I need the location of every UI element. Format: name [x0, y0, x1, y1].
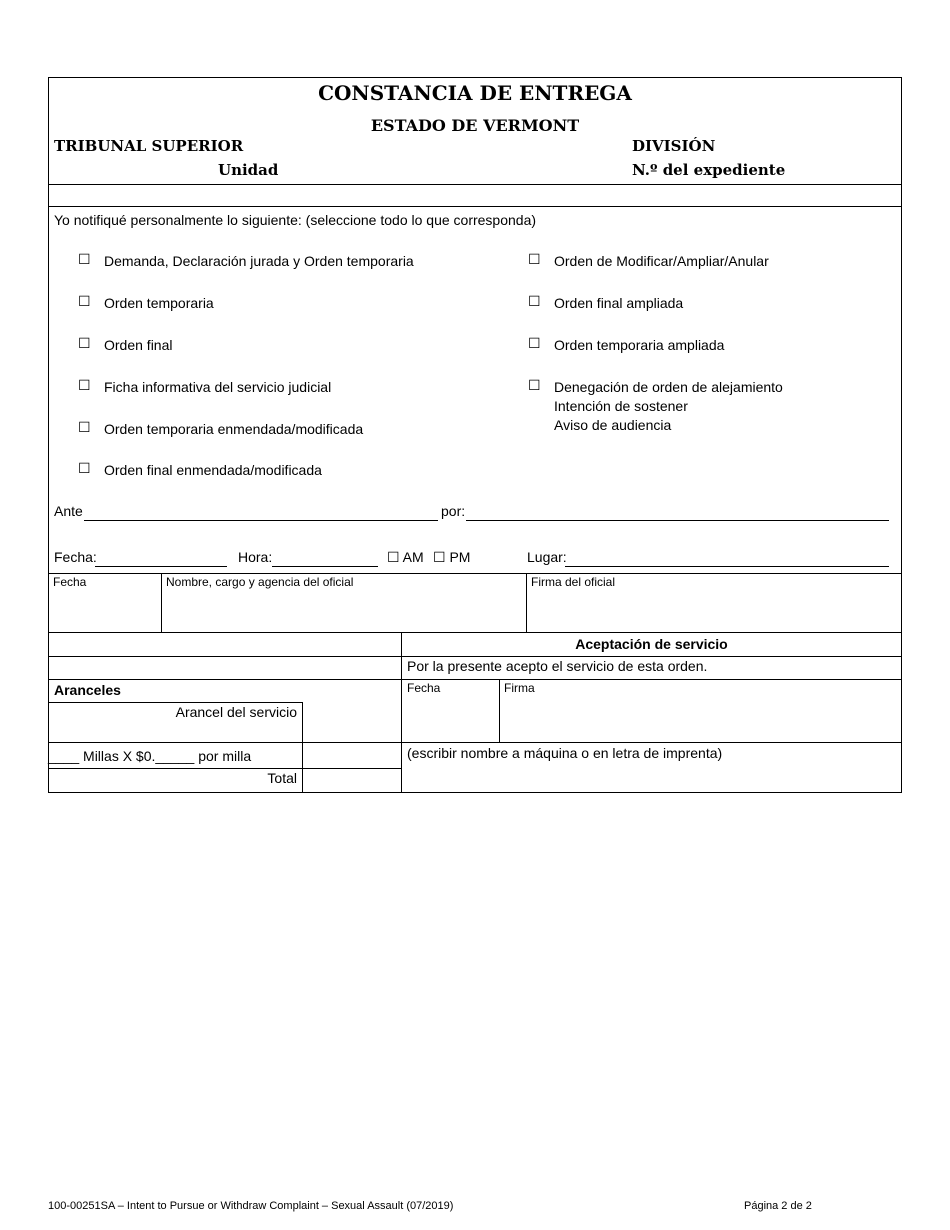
divider: [48, 679, 402, 680]
hora-field[interactable]: [272, 566, 378, 567]
item-final-order-label: Orden final: [104, 337, 173, 353]
division-label: DIVISIÓN: [632, 137, 716, 155]
fecha-field[interactable]: [95, 566, 227, 567]
por-field[interactable]: [466, 520, 889, 521]
divider: [302, 702, 303, 793]
checkbox-denial-order[interactable]: ☐: [528, 377, 541, 393]
docket-label: N.º del expediente: [632, 161, 786, 179]
item-info-sheet-label: Ficha informativa del servicio judicial: [104, 379, 332, 395]
checkbox-info-sheet[interactable]: ☐: [78, 377, 91, 393]
item-complaint-label: Demanda, Declaración jurada y Orden temporaria: [104, 253, 414, 269]
court-label: TRIBUNAL SUPERIOR: [54, 137, 244, 155]
item-temporary-order-label: Orden temporaria: [104, 295, 214, 311]
lugar-label: Lugar:: [527, 549, 567, 565]
officer-date-label: Fecha: [53, 575, 87, 589]
fees-heading: Aranceles: [54, 682, 121, 698]
divider: [48, 632, 902, 633]
acceptance-heading: Aceptación de servicio: [575, 636, 728, 652]
item-denial-order-label: Denegación de orden de alejamiento: [554, 379, 783, 395]
service-intro: Yo notifiqué personalmente lo siguiente: (seleccione todo lo que corresponda): [54, 212, 537, 228]
service-fee-label: Arancel del servicio: [175, 704, 297, 720]
checkbox-final-order[interactable]: ☐: [78, 335, 91, 351]
divider: [401, 679, 902, 680]
ante-field[interactable]: [84, 520, 438, 521]
acceptance-signature-label: Firma: [504, 681, 535, 695]
por-label: por:: [441, 503, 466, 519]
divider: [48, 702, 302, 703]
hora-label: Hora:: [238, 549, 273, 565]
item-amended-temporary-label: Orden temporaria enmendada/modificada: [104, 421, 364, 437]
checkbox-amended-final[interactable]: ☐: [78, 460, 91, 476]
checkbox-extended-temporary[interactable]: ☐: [528, 335, 541, 351]
checkbox-complaint[interactable]: ☐: [78, 251, 91, 267]
divider: [48, 206, 902, 207]
checkbox-temporary-order[interactable]: ☐: [78, 293, 91, 309]
divider: [48, 656, 402, 657]
form-title: CONSTANCIA DE ENTREGA: [318, 81, 632, 105]
pm-checkbox[interactable]: ☐ PM: [433, 549, 471, 565]
checkbox-modify-order[interactable]: ☐: [528, 251, 541, 267]
miles-label: ____ Millas X $0._____ por milla: [48, 748, 252, 764]
checkbox-amended-temporary[interactable]: ☐: [78, 419, 91, 435]
lugar-field[interactable]: [565, 566, 889, 567]
divider: [161, 573, 162, 632]
item-hearing-notice-label: Aviso de audiencia: [554, 417, 672, 433]
item-extended-final-label: Orden final ampliada: [554, 295, 684, 311]
item-extended-temporary-label: Orden temporaria ampliada: [554, 337, 725, 353]
divider: [48, 184, 902, 185]
divider: [48, 742, 402, 743]
acceptance-statement: Por la presente acepto el servicio de esta orden.: [407, 658, 708, 674]
acceptance-date-label: Fecha: [407, 681, 441, 695]
divider: [48, 573, 902, 574]
ante-label: Ante: [54, 503, 83, 519]
state-title: ESTADO DE VERMONT: [370, 116, 580, 135]
officer-name-label: Nombre, cargo y agencia del oficial: [166, 575, 354, 589]
officer-signature-label: Firma del oficial: [531, 575, 616, 589]
divider: [526, 573, 527, 632]
divider: [48, 768, 402, 769]
total-label: Total: [267, 770, 297, 786]
form-id: 100-00251SA – Intent to Pursue or Withdraw Complaint – Sexual Assault (07/2019): [48, 1200, 454, 1212]
checkbox-extended-final[interactable]: ☐: [528, 293, 541, 309]
item-modify-order-label: Orden de Modificar/Ampliar/Anular: [554, 253, 769, 269]
unit-label: Unidad: [218, 161, 279, 179]
item-intent-label: Intención de sostener: [554, 398, 688, 414]
divider: [401, 742, 902, 743]
page-number: Página 2 de 2: [744, 1200, 812, 1212]
item-amended-final-label: Orden final enmendada/modificada: [104, 462, 322, 478]
am-checkbox[interactable]: ☐ AM: [387, 549, 424, 565]
divider: [401, 656, 902, 657]
fecha-label: Fecha:: [54, 549, 97, 565]
divider: [499, 679, 500, 742]
print-name-label: (escribir nombre a máquina o en letra de imprenta): [407, 745, 723, 761]
